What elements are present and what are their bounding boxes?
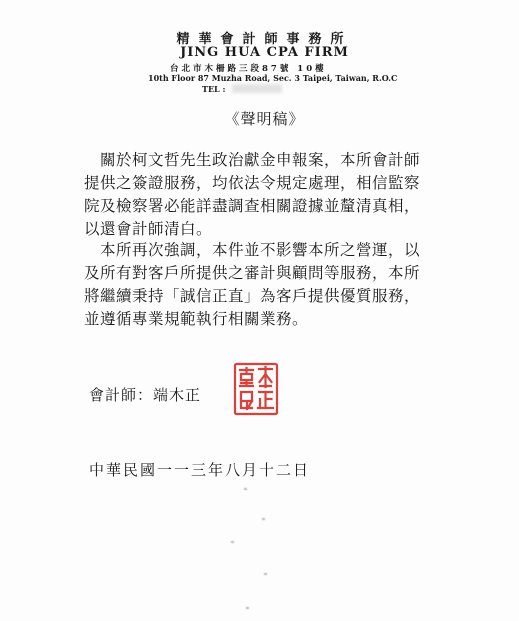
address-chinese: 台北市木柵路三段87號 10樓 [170,64,327,74]
accountant-signature-line: 會計師：端木正 [89,386,202,404]
paragraph-line: 並遵循專業規範執行相關業務。 [84,310,309,328]
scan-speck [246,607,249,609]
scan-speck [244,488,247,490]
statement-date: 中華民國一一三年八月十二日 [89,461,311,479]
address-english: 10th Floor 87 Muzha Road, Sec. 3 Taipei, Taiwan, R.O.C [148,73,398,83]
paragraph-line: 提供之簽證服務，均依法令規定處理，相信監察 [84,174,421,192]
scan-speck [231,541,234,543]
red-seal-stamp [233,362,279,416]
paragraph-line: 本所再次強調，本件並不影響本所之營運，以 [84,241,421,259]
paragraph-line: 關於柯文哲先生政治獻金申報案，本所會計師 [84,151,421,169]
document-title: 《聲明稿》 [224,110,305,128]
telephone-label: TEL : [202,84,226,94]
scan-speck [264,573,267,575]
statement-paragraph-1 [84,149,504,241]
telephone-number-redacted [232,84,282,93]
firm-name-chinese: 精華會計師事務所 [176,32,353,47]
paragraph-line: 院及檢察署必能詳盡調查相關證據並釐清真相， [84,197,421,215]
paragraph-line: 及所有對客戶所提供之審計與顧問等服務，本所 [84,264,421,282]
paragraph-line: 將繼續秉持「誠信正直」為客戶提供優質服務， [84,287,421,305]
firm-name-english: JING HUA CPA FIRM [180,45,349,60]
statement-paragraph-2 [84,239,504,331]
scan-speck [262,518,265,520]
paragraph-line: 以還會計師清白。 [84,220,213,238]
